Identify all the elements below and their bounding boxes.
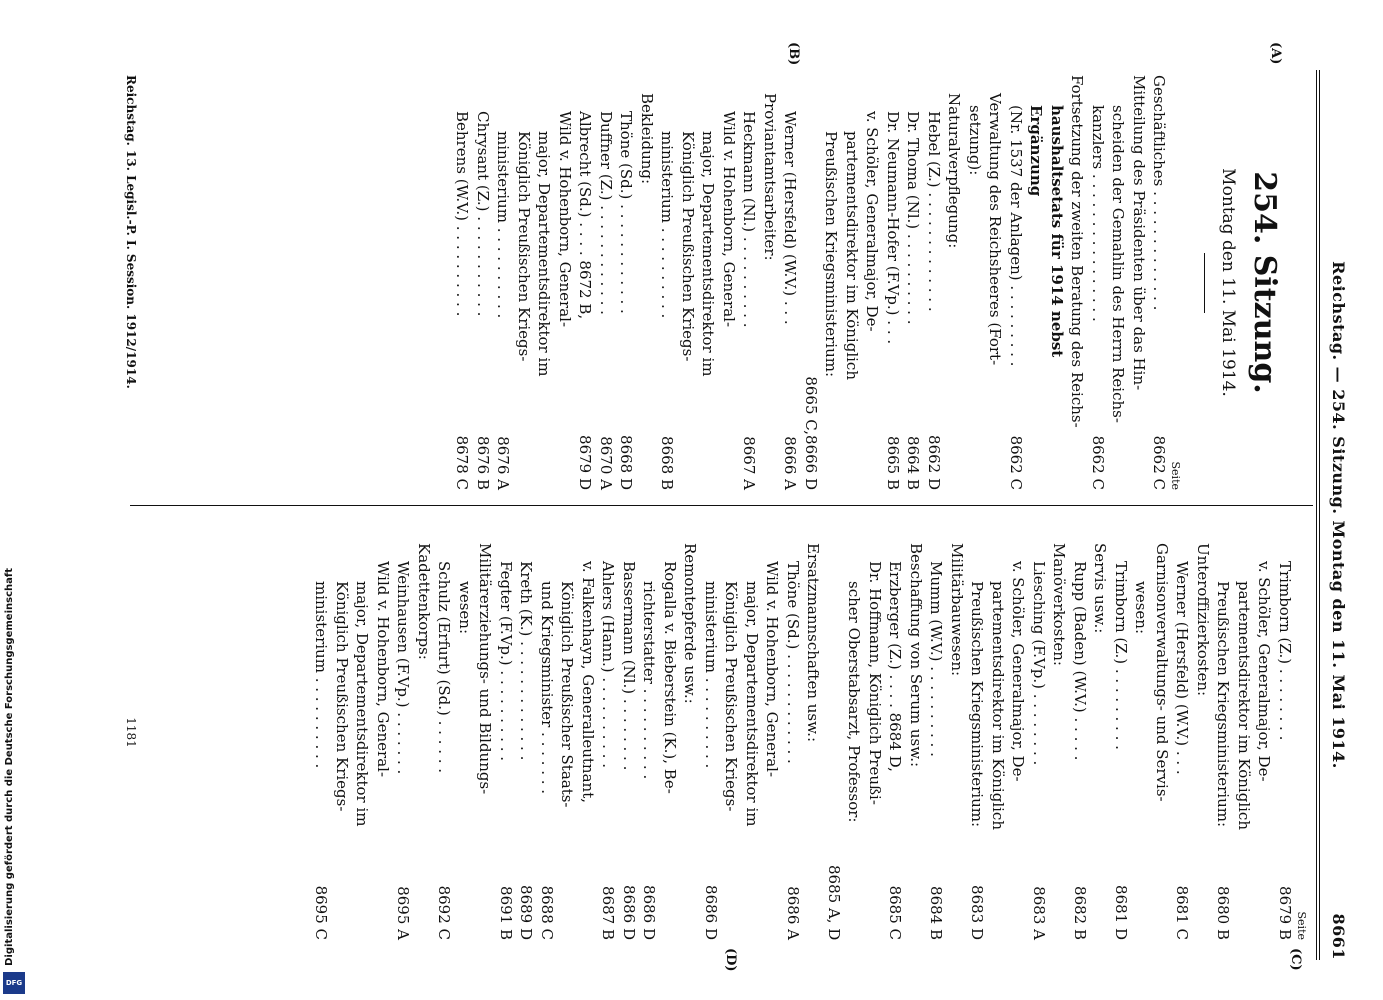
entry-page-ref: 8662 C — [1089, 435, 1107, 490]
seite-label: Seite — [1169, 461, 1183, 490]
dfg-logo: DFG — [3, 972, 25, 994]
index-entry — [534, 75, 555, 490]
index-entry — [598, 525, 619, 940]
entry-page-ref: 8670 A — [597, 436, 615, 490]
right-entry-list — [311, 525, 1295, 940]
entry-text: Bassermann (Nl.) . . . . . . . . — [620, 561, 638, 771]
entry-text: Rogalla v. Bieberstein (K.), Be- — [661, 561, 679, 794]
entry-text: Manöverkosten: — [1050, 543, 1069, 666]
index-entry — [739, 75, 760, 490]
entry-page-ref: 8683 D — [968, 885, 987, 940]
entry-page-ref: 8686 D — [640, 885, 659, 940]
margin-letter-a: (A) — [1268, 42, 1283, 65]
entry-text: Dr. Neumann-Hofer (F.Vp.) . . . — [884, 111, 902, 345]
entry-text: setzung): — [966, 105, 984, 176]
index-entry — [1006, 75, 1027, 490]
dfg-note: Digitalisierung gefördert durch die Deutsche Forschungsgemeinschaft — [4, 568, 15, 966]
index-entry — [1026, 75, 1067, 490]
entry-text: Garnisonverwaltungs- und Servis- — [1153, 543, 1171, 802]
entry-text: Fegter (F.Vp.) . . . . . . . . . . — [497, 561, 515, 762]
index-entry — [619, 525, 640, 940]
running-head — [1320, 70, 1348, 960]
entry-page-ref: 8679 B — [1276, 886, 1294, 940]
left-column — [452, 75, 1306, 490]
entry-text: Trimborn (Z.) . . . . . . . . — [1276, 561, 1294, 741]
entry-page-ref: 8662 C — [1150, 435, 1169, 490]
entry-page-ref: 8664 B — [904, 436, 923, 490]
session-title: 254. Sitzung. — [1247, 171, 1282, 394]
margin-letter-c: (C) — [1288, 948, 1303, 971]
entry-text: Rupp (Baden) (W.V.) . . . . . — [1071, 561, 1089, 761]
entry-text: Verwaltung des Reichsheeres (Fort- — [986, 93, 1005, 366]
entry-text: v. Falkenhayn, Generalleutnant, — [579, 561, 597, 803]
index-entry — [678, 75, 699, 490]
index-entry — [1029, 525, 1050, 940]
index-entry — [557, 525, 578, 940]
page-number: 8661 — [1329, 913, 1348, 960]
index-entry — [885, 525, 906, 940]
entry-text: Militärbauwesen: — [948, 543, 966, 677]
index-entry — [824, 525, 845, 940]
entry-page-ref: 8685 A, D — [825, 865, 843, 941]
entry-page-ref: 8686 D — [620, 885, 638, 940]
entry-text: Kreth (K.) . . . . . . . . . . . . . — [517, 561, 536, 761]
entry-page-ref: 8684 B — [927, 886, 946, 940]
entry-text: Liesching (F.Vp.) . . . . . . . . — [1030, 561, 1048, 766]
entry-text: Militärerziehungs- und Bildungs- — [476, 543, 495, 795]
entry-page-ref: 8662 C — [1007, 435, 1025, 490]
entry-text: Trimborn (Z.) . . . . . . . . . — [1112, 561, 1130, 750]
entry-text: Behrens (W.V.) . . . . . . . . . . — [453, 111, 472, 317]
entry-text: Königlich Preußischen Kriegs- — [515, 131, 533, 362]
entry-page-ref: 8662 D — [925, 435, 943, 490]
entry-text: Servis usw.: — [1091, 543, 1110, 634]
entry-text: Fortsetzung der zweiten Beratung des Reichs- — [1068, 75, 1087, 428]
entry-text: Preußischen Kriegsministerium: — [968, 581, 987, 828]
index-entry — [637, 75, 658, 490]
entry-text: Königlich Preußischen Kriegs- — [722, 581, 741, 812]
entry-text: major, Departementsdirektor im — [353, 581, 372, 827]
entry-text: und Kriegsminister . . . . . . . — [538, 581, 556, 795]
index-entry — [698, 75, 719, 490]
entry-page-ref: 8678 C — [453, 435, 472, 490]
index-entry — [906, 525, 927, 940]
index-entry — [434, 525, 455, 940]
entry-text: Erzberger (Z.) . . . . 8684 D, — [886, 561, 905, 772]
column-rule — [130, 505, 1313, 506]
index-entry — [924, 75, 945, 490]
index-entry — [332, 525, 353, 940]
entry-text: Schulz (Erfurt) (Sd.) . . . . . . — [435, 561, 454, 774]
entry-text: scheiden der Gemahlin des Herrn Reichs- — [1109, 105, 1128, 423]
footer-imprint: Reichstag. 13. Legisl.-P. I. Session. 1912/1914. — [124, 75, 138, 389]
entry-text: Albrecht (Sd.) . . . . 8672 B, — [576, 111, 595, 320]
dfg-sidebar — [0, 0, 30, 1000]
entry-text: v. Schöler, Generalmajor, De- — [1009, 561, 1028, 782]
index-entry — [660, 525, 681, 940]
index-entry — [719, 75, 740, 490]
session-date: Montag den 11. Mai 1914. — [1218, 168, 1238, 397]
index-entry — [639, 525, 660, 940]
entry-text: Königlich Preußischen Kriegs- — [679, 131, 697, 362]
index-entry — [944, 75, 965, 490]
index-entry — [1090, 525, 1111, 940]
head-rule — [1316, 70, 1317, 960]
index-entry — [760, 75, 781, 490]
left-entry-list — [452, 75, 1170, 490]
right-column — [311, 525, 1308, 940]
entry-text: Ersatzmannschaften usw.: — [804, 543, 823, 743]
entry-page-ref: 8687 B — [599, 886, 618, 940]
entry-text: Chrysant (Z.) . . . . . . . . . . . — [474, 111, 492, 317]
index-entry — [1067, 75, 1088, 490]
index-entry — [903, 75, 924, 490]
entry-text: Mitteilung des Präsidenten über das Hin- — [1130, 75, 1148, 391]
index-entry — [452, 75, 473, 490]
entry-text: Kadettenkorps: — [415, 543, 433, 660]
footer-number: 1181 — [124, 717, 138, 748]
index-entry — [1108, 75, 1129, 490]
index-entry — [1129, 75, 1150, 490]
entry-page-ref: 8667 A — [740, 436, 759, 490]
entry-text: scher Oberstabsarzt, Professor: — [845, 581, 864, 823]
index-entry — [985, 75, 1006, 490]
index-entry — [821, 75, 842, 490]
entry-text: wesen: — [456, 581, 474, 635]
entry-text: major, Departementsdirektor im — [743, 581, 761, 827]
entry-text: Dr. Hoffmann, Königlich Preußi- — [866, 561, 884, 805]
index-entry — [801, 75, 822, 490]
entry-page-ref: 8689 D — [517, 885, 536, 940]
index-entry — [475, 525, 496, 940]
entry-page-ref: 8668 D — [617, 435, 636, 490]
index-entry — [657, 75, 678, 490]
entry-text: Preußischen Kriegsministerium: — [822, 131, 841, 378]
index-entry — [1111, 525, 1132, 940]
index-entry — [762, 525, 783, 940]
entry-text: Hebel (Z.) . . . . . . . . . . . . . — [925, 111, 943, 312]
entry-text: Mumm (W.V.) . . . . . . . . . . — [927, 561, 946, 757]
entry-text: Unteroffizierkosten: — [1194, 543, 1212, 697]
index-entry — [680, 525, 701, 940]
entry-text: Thöne (Sd.) . . . . . . . . . . . . — [617, 111, 636, 314]
index-entry — [721, 525, 742, 940]
head-rule — [1319, 70, 1320, 960]
entry-page-ref: 8683 A — [1030, 886, 1048, 940]
index-entry — [473, 75, 494, 490]
index-entry — [1193, 525, 1214, 940]
margin-letter-d: (D) — [723, 948, 738, 972]
index-entry — [967, 525, 988, 940]
index-entry — [1275, 525, 1296, 940]
index-entry — [555, 75, 576, 490]
entry-text: Königlich Preußischen Kriegs- — [333, 581, 351, 812]
index-entry — [311, 525, 332, 940]
entry-text: major, Departementsdirektor im — [699, 131, 718, 377]
entry-page-ref: 8685 C — [886, 885, 905, 940]
entry-text: Königlich Preußischer Staats- — [558, 581, 577, 808]
entry-text: v. Schöler, Generalmajor, De- — [1255, 561, 1274, 782]
index-entry — [352, 525, 373, 940]
entry-text: Bekleidung: — [638, 93, 656, 185]
entry-text: Remontepferde usw.: — [681, 543, 700, 704]
seite-label-right: Seite — [1295, 911, 1308, 940]
entry-page-ref: 8666 A — [781, 436, 800, 490]
entry-page-ref: 8680 B — [1214, 886, 1233, 940]
index-entry — [965, 75, 986, 490]
entry-text: haushaltsetats für 1914 nebst Ergänzung — [1027, 105, 1066, 358]
index-entry — [414, 525, 435, 940]
index-entry — [1172, 525, 1193, 940]
entry-text: (Nr. 1537 der Anlagen) . . . . . . . . . — [1007, 105, 1025, 367]
entry-text: 8665 C, — [802, 376, 820, 435]
entry-text: Duffner (Z.) . . . . . . . . . . . . — [597, 111, 615, 315]
entry-page-ref: 8681 C — [1173, 885, 1192, 940]
entry-page-ref: 8695 A — [394, 886, 413, 940]
entry-page-ref: 8676 B — [474, 436, 492, 490]
entry-page-ref: 8691 B — [497, 886, 515, 940]
entry-text: wesen: — [1132, 581, 1151, 635]
entry-text: Geschäftliches . . . . . . . . . . . . . — [1150, 75, 1169, 311]
entry-text: Wild v. Hohenborn, General- — [556, 111, 574, 328]
entry-text: Dr. Thoma (Nl.) . . . . . . . . . . — [904, 111, 923, 325]
entry-text: ministerium . . . . . . . . . . — [702, 581, 720, 769]
entry-page-ref: 8686 A — [784, 886, 802, 940]
entry-text: Beschaffung von Serum usw.: — [907, 543, 925, 768]
entry-page-ref: 8668 B — [658, 436, 677, 490]
entry-text: Naturalverpflegung: — [945, 93, 964, 249]
index-entry — [742, 525, 763, 940]
entry-text: ministerium . . . . . . . . . . — [658, 131, 677, 319]
index-entry — [862, 75, 883, 490]
entry-text: partementsdirektor im Königlich — [843, 131, 861, 380]
index-entry — [701, 525, 722, 940]
index-entry — [493, 75, 514, 490]
entry-page-ref: 8688 C — [538, 885, 556, 940]
index-entry — [496, 525, 517, 940]
index-entry — [1149, 75, 1170, 490]
entry-page-ref: 8692 C — [435, 885, 454, 940]
index-entry — [883, 75, 904, 490]
entry-page-ref: 8681 D — [1112, 885, 1130, 940]
index-entry — [1088, 75, 1109, 490]
entry-text: Werner (Hersfeld) (W.V.) . . . — [1173, 561, 1192, 775]
index-entry — [1131, 525, 1152, 940]
index-entry — [516, 525, 537, 940]
running-head-text: Reichstag. — 254. Sitzung. Montag den 11. Mai 1914. — [1329, 261, 1348, 769]
entry-text: ministerium . . . . . . . . . . — [312, 581, 331, 769]
entry-text: Proviantamtsarbeiter: — [761, 93, 779, 261]
margin-letter-b: (B) — [786, 42, 801, 66]
entry-text: Ahlers (Hann.) . . . . . . . . . . — [599, 561, 618, 768]
index-entry — [842, 75, 863, 490]
short-rule — [1205, 253, 1206, 313]
entry-page-ref: 8665 B — [884, 436, 902, 490]
index-entry — [373, 525, 394, 940]
entry-page-ref: 8695 C — [312, 885, 331, 940]
entry-page-ref: 8676 A — [494, 436, 513, 490]
entry-text: major, Departementsdirektor im — [535, 131, 554, 377]
entry-text: ministerium . . . . . . . . . . — [494, 131, 513, 319]
entry-text: Wild v. Hohenborn, General- — [763, 561, 782, 778]
index-entry — [575, 75, 596, 490]
index-entry — [783, 525, 804, 940]
entry-page-ref: 8682 B — [1071, 886, 1089, 940]
entry-text: v. Schöler, Generalmajor, De- — [863, 111, 882, 332]
entry-text: richterstatter . . . . . . . . . . — [640, 581, 659, 780]
entry-page-ref: 8666 D — [802, 435, 820, 490]
index-entry — [1254, 525, 1275, 940]
index-entry — [1049, 525, 1070, 940]
index-entry — [988, 525, 1009, 940]
index-entry — [578, 525, 599, 940]
index-entry — [616, 75, 637, 490]
entry-text: Preußischen Kriegsministerium: — [1214, 581, 1233, 828]
entry-text: Thöne (Sd.) . . . . . . . . . . . . — [784, 561, 802, 764]
index-entry — [393, 525, 414, 940]
entry-page-ref: 8679 D — [576, 435, 595, 490]
entry-text: Heckmann (Nl.) . . . . . . . . . . — [740, 111, 759, 328]
index-entry — [947, 525, 968, 940]
index-entry — [865, 525, 886, 940]
entry-text: Weinhausen (F.Vp.) . . . . . . . — [394, 561, 413, 775]
entry-text: Wild v. Hohenborn, General- — [720, 111, 738, 328]
index-entry — [803, 525, 824, 940]
entry-text: partementsdirektor im Königlich — [1235, 581, 1253, 830]
index-entry — [514, 75, 535, 490]
index-entry — [780, 75, 801, 490]
index-entry — [926, 525, 947, 940]
index-entry — [844, 525, 865, 940]
entry-text: Wild v. Hohenborn, General- — [374, 561, 392, 778]
entry-text: Werner (Hersfeld) (W.V.) . . . — [781, 111, 800, 325]
index-entry — [1213, 525, 1234, 940]
entry-text: kanzlers . . . . . . . . . . . . . . . . — [1089, 105, 1107, 322]
entry-page-ref: 8686 D — [702, 885, 720, 940]
index-entry — [1234, 525, 1255, 940]
index-entry — [1152, 525, 1173, 940]
index-entry — [1008, 525, 1029, 940]
entry-text: partementsdirektor im Königlich — [989, 581, 1007, 830]
index-entry — [455, 525, 476, 940]
index-entry — [596, 75, 617, 490]
index-entry — [537, 525, 558, 940]
index-entry — [1070, 525, 1091, 940]
